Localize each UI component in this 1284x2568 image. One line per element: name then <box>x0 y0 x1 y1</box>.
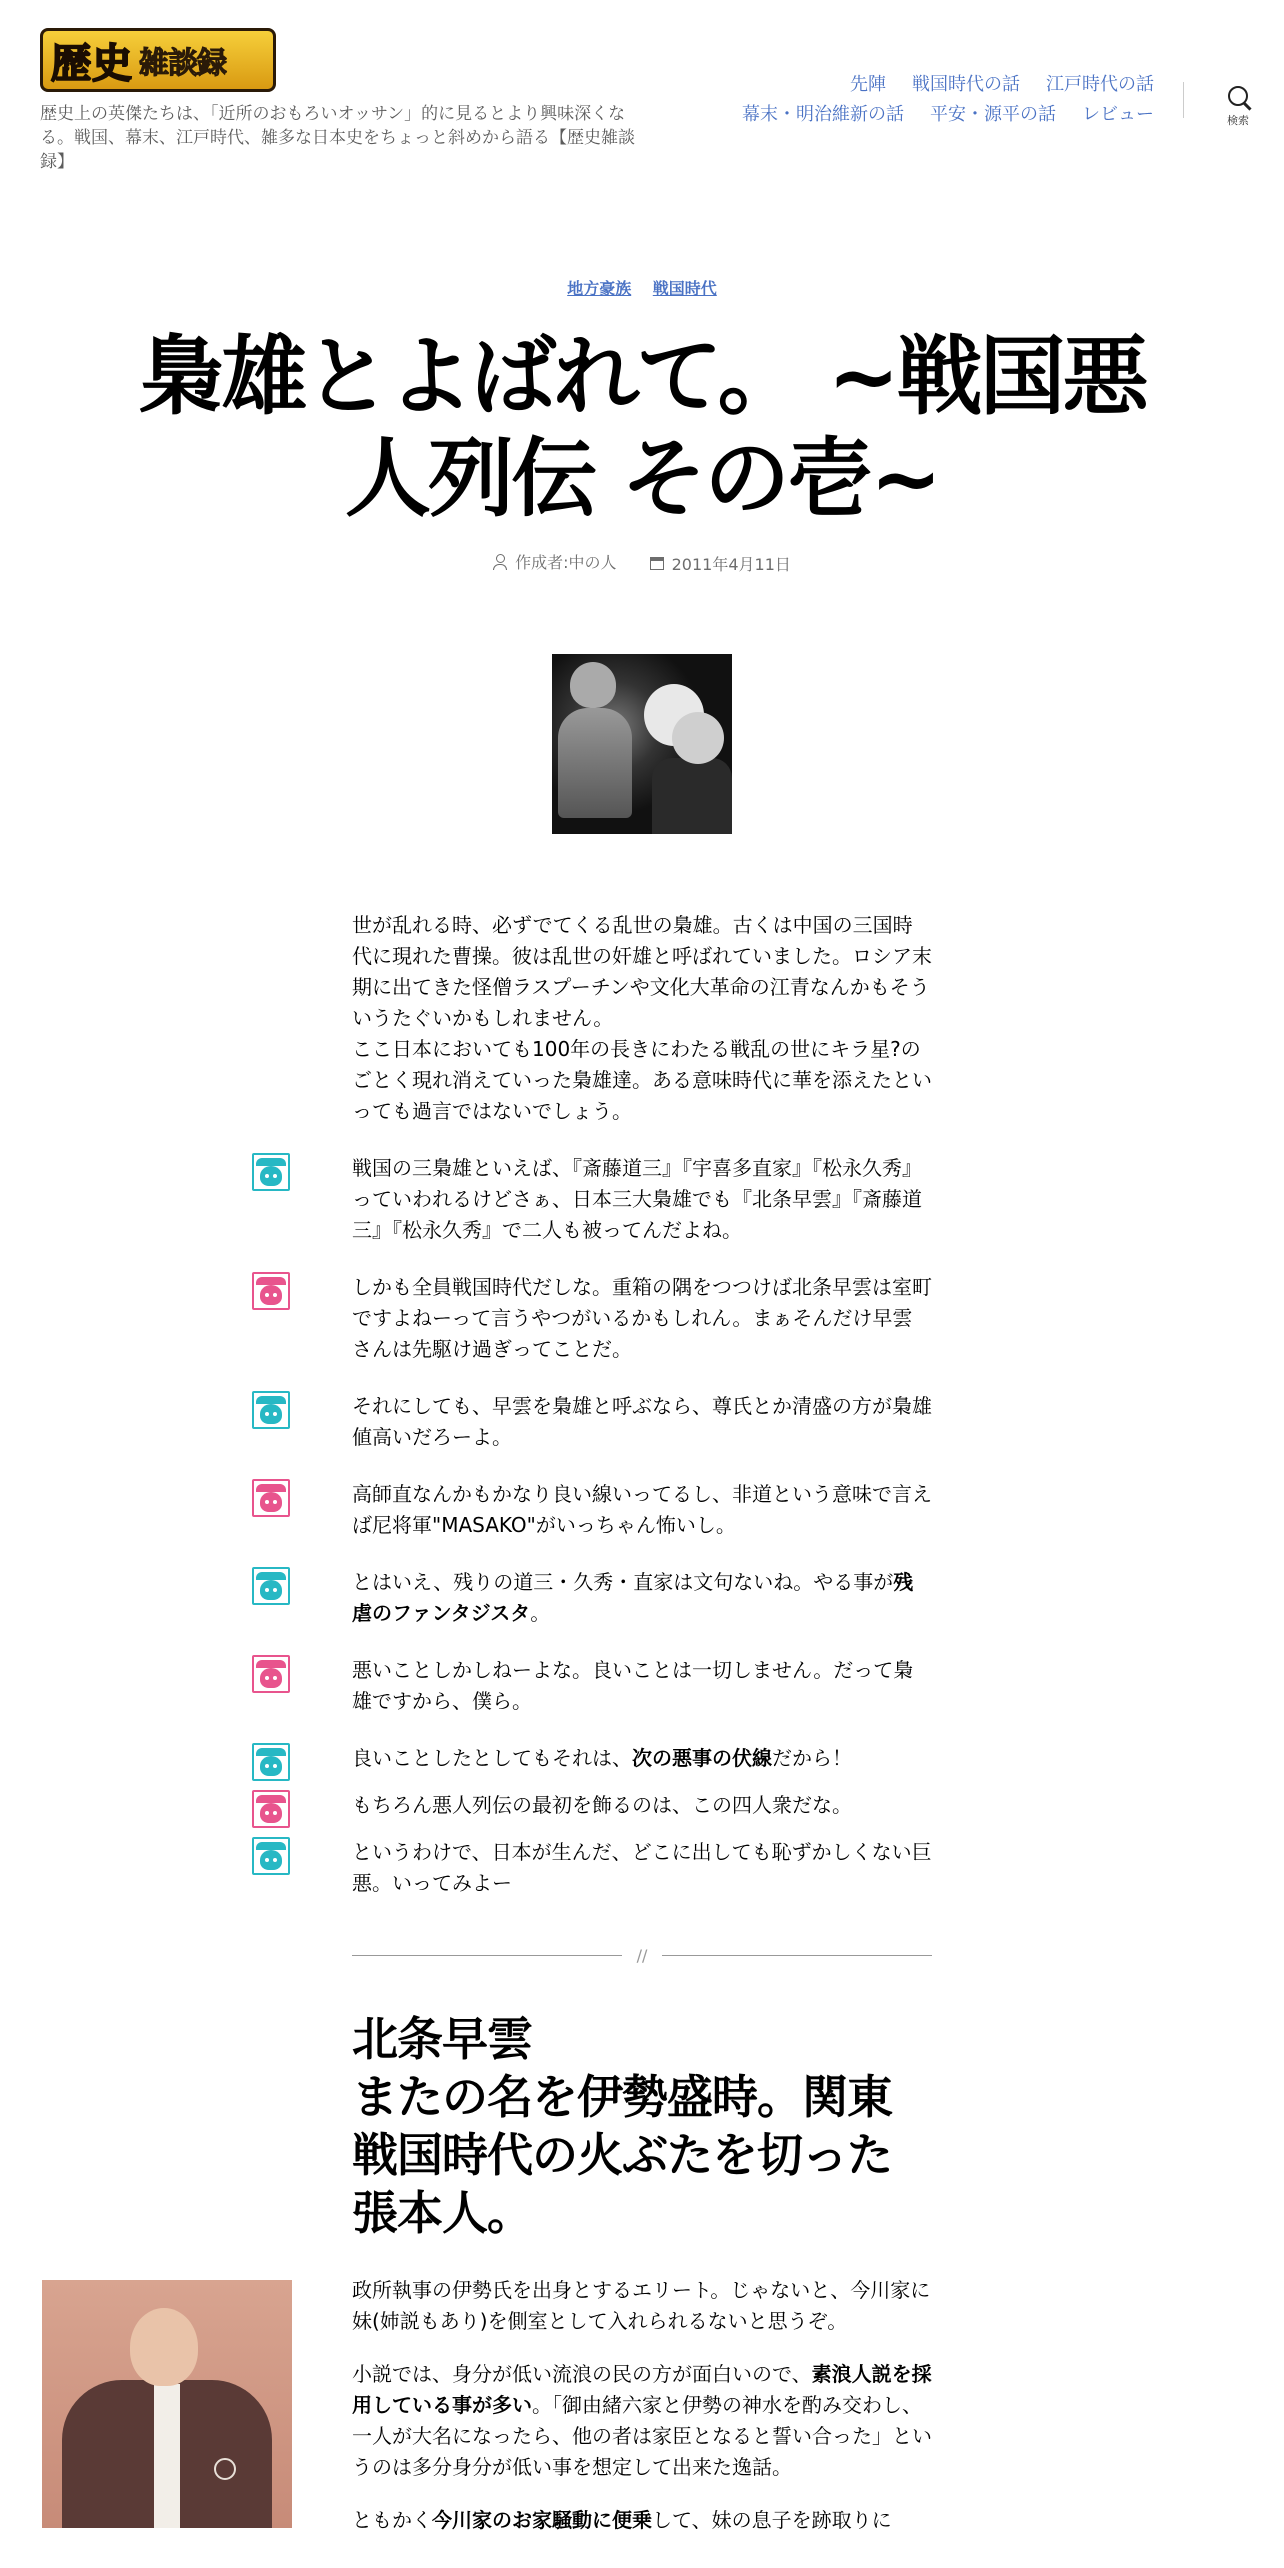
speaker-pink-avatar-icon <box>252 1479 290 1517</box>
site-header <box>0 0 1284 200</box>
speaker-pink-avatar-icon <box>252 1790 290 1828</box>
search-label: 検索 <box>1227 114 1249 127</box>
section-heading <box>352 2010 932 2242</box>
post-author <box>493 550 616 573</box>
section-paragraph-1: 政所執事の伊勢氏を出身とするエリート。じゃないと、今川家に妹(姉説もあり)を側室として入れられるないと思うぞ。 <box>352 2278 931 2333</box>
dialog-line: しかも全員戦国時代だしな。重箱の隅をつつけば北条早雲は室町ですよねーって言うやつがいるかもしれん。まぁそんだけ早雲さんは先駆け過ぎってことだ。 <box>352 1272 932 1365</box>
speaker-blue-avatar-icon <box>252 1743 290 1781</box>
nav-item-bakumatsu[interactable]: 幕末・明治維新の話 <box>742 104 904 125</box>
logo-text-sub: 雑談録 <box>139 46 226 81</box>
user-icon <box>493 554 507 570</box>
section-divider <box>352 1946 932 1966</box>
speaker-blue-avatar-icon <box>252 1567 290 1605</box>
section-heading-line-2: またの名を伊勢盛時。関東戦国時代の火ぶたを切った張本人。 <box>352 2070 892 2240</box>
nav-item-heian[interactable]: 平安・源平の話 <box>930 104 1056 125</box>
dialog-line: それにしても、早雲を梟雄と呼ぶなら、尊氏とか清盛の方が梟雄値高いだろーよ。 <box>352 1391 932 1453</box>
site-tagline: 歴史上の英傑たちは、「近所のおもろいオッサン」的に見るとより興味深くなる。戦国、幕末、江戸時代、雑多な日本史をちょっと斜めから語る【歴史雑談録】 <box>40 104 635 172</box>
nav-row-1 <box>594 70 1154 100</box>
dialog-line: とはいえ、残りの道三・久秀・直家は文句ないね。やる事が残虐のファンタジスタ。 <box>352 1567 932 1629</box>
dialog-line: というわけで、日本が生んだ、どこに出しても恥ずかしくない巨悪。いってみよー <box>352 1837 932 1899</box>
dialog-line: もちろん悪人列伝の最初を飾るのは、この四人衆だな。 <box>352 1790 932 1821</box>
intro-paragraph-2: ここ日本においても100年の長きにわたる戦乱の世にキラ星?のごとく現れ消えていった梟雄達。ある意味時代に華を添えたといっても過言ではないでしょう。 <box>352 1037 932 1123</box>
post-meta <box>0 550 1284 575</box>
nav-divider <box>1183 82 1184 118</box>
author-link[interactable]: 中の人 <box>568 553 617 572</box>
section-paragraph-3: ともかく今川家のお家騒動に便乗して、妹の息子を跡取りに <box>352 2508 892 2532</box>
hojo-soun-portrait <box>42 2280 292 2528</box>
dialog-line: 悪いことしかしねーよな。良いことは一切しません。だって梟雄ですから、僕ら。 <box>352 1655 932 1717</box>
intro-paragraph-1: 世が乱れる時、必ずでてくる乱世の梟雄。古くは中国の三国時代に現れた曹操。彼は乱世の奸雄と呼ばれていました。ロシア末期に出てきた怪僧ラスプーチンや文化大革命の江青なんかもそういうたぐいかもしれません。 <box>352 913 932 1030</box>
speaker-pink-avatar-icon <box>252 1655 290 1693</box>
logo-text-main: 歴史 <box>51 39 133 87</box>
nav-row-2 <box>594 100 1154 130</box>
primary-nav <box>594 70 1154 130</box>
nav-item-edo[interactable]: 江戸時代の話 <box>1046 74 1154 95</box>
dialog-line: 戦国の三梟雄といえば、『斎藤道三』『宇喜多直家』『松永久秀』っていわれるけどさぁ、日本三大梟雄でも『北条早雲』『斎藤道三』『松永久秀』で二人も被ってんだよね。 <box>352 1153 932 1246</box>
post-content <box>352 910 932 1925</box>
category-link-sengoku[interactable]: 戦国時代 <box>652 279 717 298</box>
section-heading-line-1: 北条早雲 <box>352 2012 532 2066</box>
speaker-blue-avatar-icon <box>252 1837 290 1875</box>
speaker-blue-avatar-icon <box>252 1153 290 1191</box>
post-categories <box>0 276 1284 299</box>
nav-item-senjin[interactable]: 先陣 <box>850 74 886 95</box>
post-date <box>650 552 791 575</box>
dialog-line: 良いことしたとしてもそれは、次の悪事の伏線だから！ <box>352 1743 932 1774</box>
speaker-pink-avatar-icon <box>252 1272 290 1310</box>
section-paragraph-2: 小説では、身分が低い流浪の民の方が面白いので、素浪人説を採用している事が多い。「御由緒六家と伊勢の神水を酌み交わし、一人が大名になったら、他の者は家臣となると誓い合った」というのは多分身分が低い事を想定して出来た逸話。 <box>352 2362 932 2479</box>
category-link-chiho[interactable]: 地方豪族 <box>567 279 632 298</box>
section-body <box>352 2275 932 2558</box>
speaker-blue-avatar-icon <box>252 1391 290 1429</box>
dialog-line: 高師直なんかもかなり良い線いってるし、非道という意味で言えば尼将軍"MASAKO"がいっちゃん怖いし。 <box>352 1479 932 1541</box>
author-label: 作成者: <box>515 553 569 572</box>
site-logo[interactable] <box>40 28 276 92</box>
search-icon <box>1228 86 1248 106</box>
post-title: 梟雄とよばれて。 ~戦国悪人列伝 その壱~ <box>138 327 1146 529</box>
featured-image <box>552 654 732 834</box>
calendar-icon <box>650 557 664 570</box>
divider-mark: // <box>636 1946 648 1965</box>
search-toggle[interactable] <box>1216 86 1260 128</box>
date-link[interactable]: 2011年4月11日 <box>671 554 791 574</box>
nav-item-review[interactable]: レビュー <box>1082 104 1154 125</box>
nav-item-sengoku[interactable]: 戦国時代の話 <box>912 74 1020 95</box>
